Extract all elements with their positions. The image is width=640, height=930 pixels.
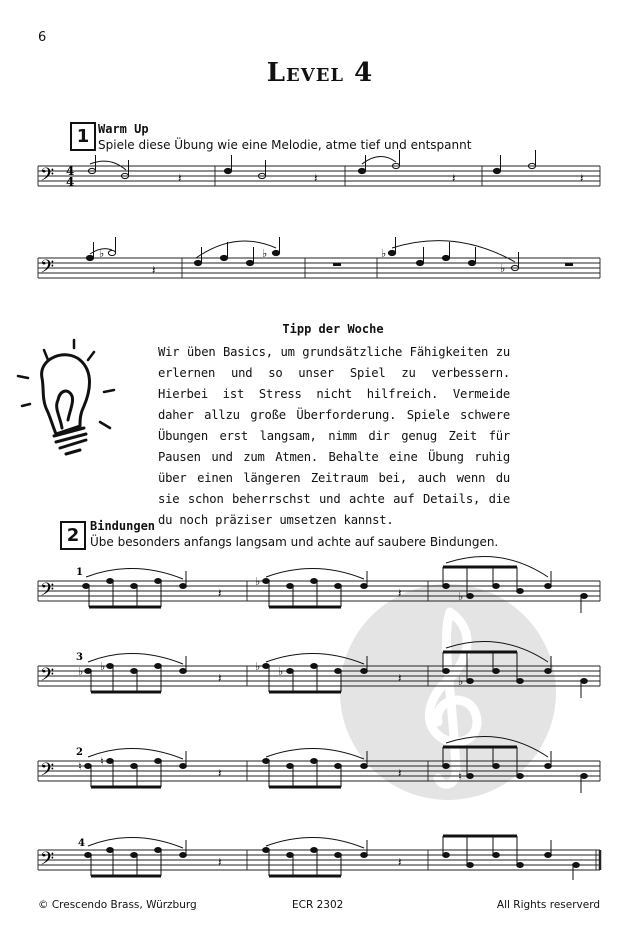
svg-text:𝄽: 𝄽 bbox=[580, 171, 584, 185]
footer-catalog-number: ECR 2302 bbox=[292, 899, 344, 911]
tip-title: Tipp der Woche bbox=[282, 322, 384, 336]
svg-text:♭: ♭ bbox=[99, 247, 105, 260]
svg-text:♭: ♭ bbox=[381, 247, 387, 260]
svg-text:♮: ♮ bbox=[78, 760, 82, 773]
svg-text:𝄽: 𝄽 bbox=[398, 586, 402, 600]
footer-copyright: © Crescendo Brass, Würzburg bbox=[38, 899, 197, 911]
exercise-subtitle: Spiele diese Übung wie eine Melodie, atme tief und entspannt bbox=[98, 138, 472, 152]
level-title: Level 4 bbox=[266, 58, 374, 88]
exercise-number-box: 2 bbox=[60, 521, 86, 550]
bass-clef-icon: 𝄢 bbox=[40, 580, 55, 605]
svg-text:𝄽: 𝄽 bbox=[178, 171, 182, 185]
exercise-title: Warm Up bbox=[98, 122, 149, 136]
music-staff bbox=[0, 567, 640, 613]
music-staff bbox=[0, 652, 640, 698]
page-number: 6 bbox=[38, 30, 47, 45]
svg-text:𝄽: 𝄽 bbox=[218, 766, 222, 780]
svg-text:♭: ♭ bbox=[262, 247, 268, 260]
svg-text:♭: ♭ bbox=[255, 660, 261, 673]
svg-text:𝄽: 𝄽 bbox=[314, 171, 318, 185]
svg-text:♭: ♭ bbox=[278, 665, 284, 678]
lightbulb-icon bbox=[14, 338, 124, 458]
svg-text:♮: ♮ bbox=[100, 755, 104, 768]
music-staff bbox=[0, 247, 640, 290]
system-number: 3 bbox=[76, 652, 83, 663]
bass-clef-icon: 𝄢 bbox=[40, 165, 55, 190]
time-signature-top: 4 bbox=[66, 164, 75, 178]
bass-clef-icon: 𝄢 bbox=[40, 849, 55, 874]
bass-clef-icon: 𝄢 bbox=[40, 760, 55, 785]
svg-text:♭: ♭ bbox=[458, 590, 464, 603]
system-number: 2 bbox=[76, 747, 83, 758]
time-signature-bottom: 4 bbox=[66, 175, 75, 189]
exercise-number-box: 1 bbox=[70, 122, 96, 151]
svg-text:𝄽: 𝄽 bbox=[398, 766, 402, 780]
svg-text:𝄽: 𝄽 bbox=[452, 171, 456, 185]
svg-text:♮: ♮ bbox=[458, 770, 462, 783]
music-staff bbox=[0, 747, 640, 793]
exercise-subtitle: Übe besonders anfangs langsam und achte auf saubere Bindungen. bbox=[90, 535, 499, 549]
svg-text:𝄽: 𝄽 bbox=[218, 855, 222, 869]
svg-text:𝄽: 𝄽 bbox=[218, 671, 222, 685]
exercise-title: Bindungen bbox=[90, 519, 156, 533]
system-number: 4 bbox=[78, 838, 85, 849]
footer-rights: All Rights reserverd bbox=[496, 899, 600, 911]
bass-clef-icon: 𝄢 bbox=[40, 257, 55, 282]
svg-text:♭: ♭ bbox=[458, 675, 464, 688]
svg-text:♭: ♭ bbox=[100, 660, 106, 673]
music-staff bbox=[0, 158, 640, 198]
music-staff bbox=[0, 840, 640, 880]
svg-text:𝄽: 𝄽 bbox=[218, 586, 222, 600]
system-number: 1 bbox=[76, 567, 83, 578]
tip-text: Wir üben Basics, um grundsätzliche Fähigkeiten zu erlernen und so unser Spiel zu verbessern. Hierbei ist Stress nicht hilfreich. Vermeide daher allzu große Überforderung. Spiele schwere Übungen erst langsam, nimm dir genug Zeit für Pausen und zum Atmen. Behalte eine Übung ruhig über einen längeren Zeitraum bei, auch wenn du sie schon beherrschst und achte auf Details, die du noch präziser umsetzen kannst. bbox=[158, 345, 510, 527]
svg-text:♭: ♭ bbox=[500, 262, 506, 275]
bass-clef-icon: 𝄢 bbox=[40, 665, 55, 690]
svg-text:𝄽: 𝄽 bbox=[398, 855, 402, 869]
svg-text:𝄽: 𝄽 bbox=[152, 263, 156, 277]
svg-text:♭: ♭ bbox=[255, 575, 261, 588]
svg-text:𝄽: 𝄽 bbox=[398, 671, 402, 685]
svg-text:♭: ♭ bbox=[78, 665, 84, 678]
